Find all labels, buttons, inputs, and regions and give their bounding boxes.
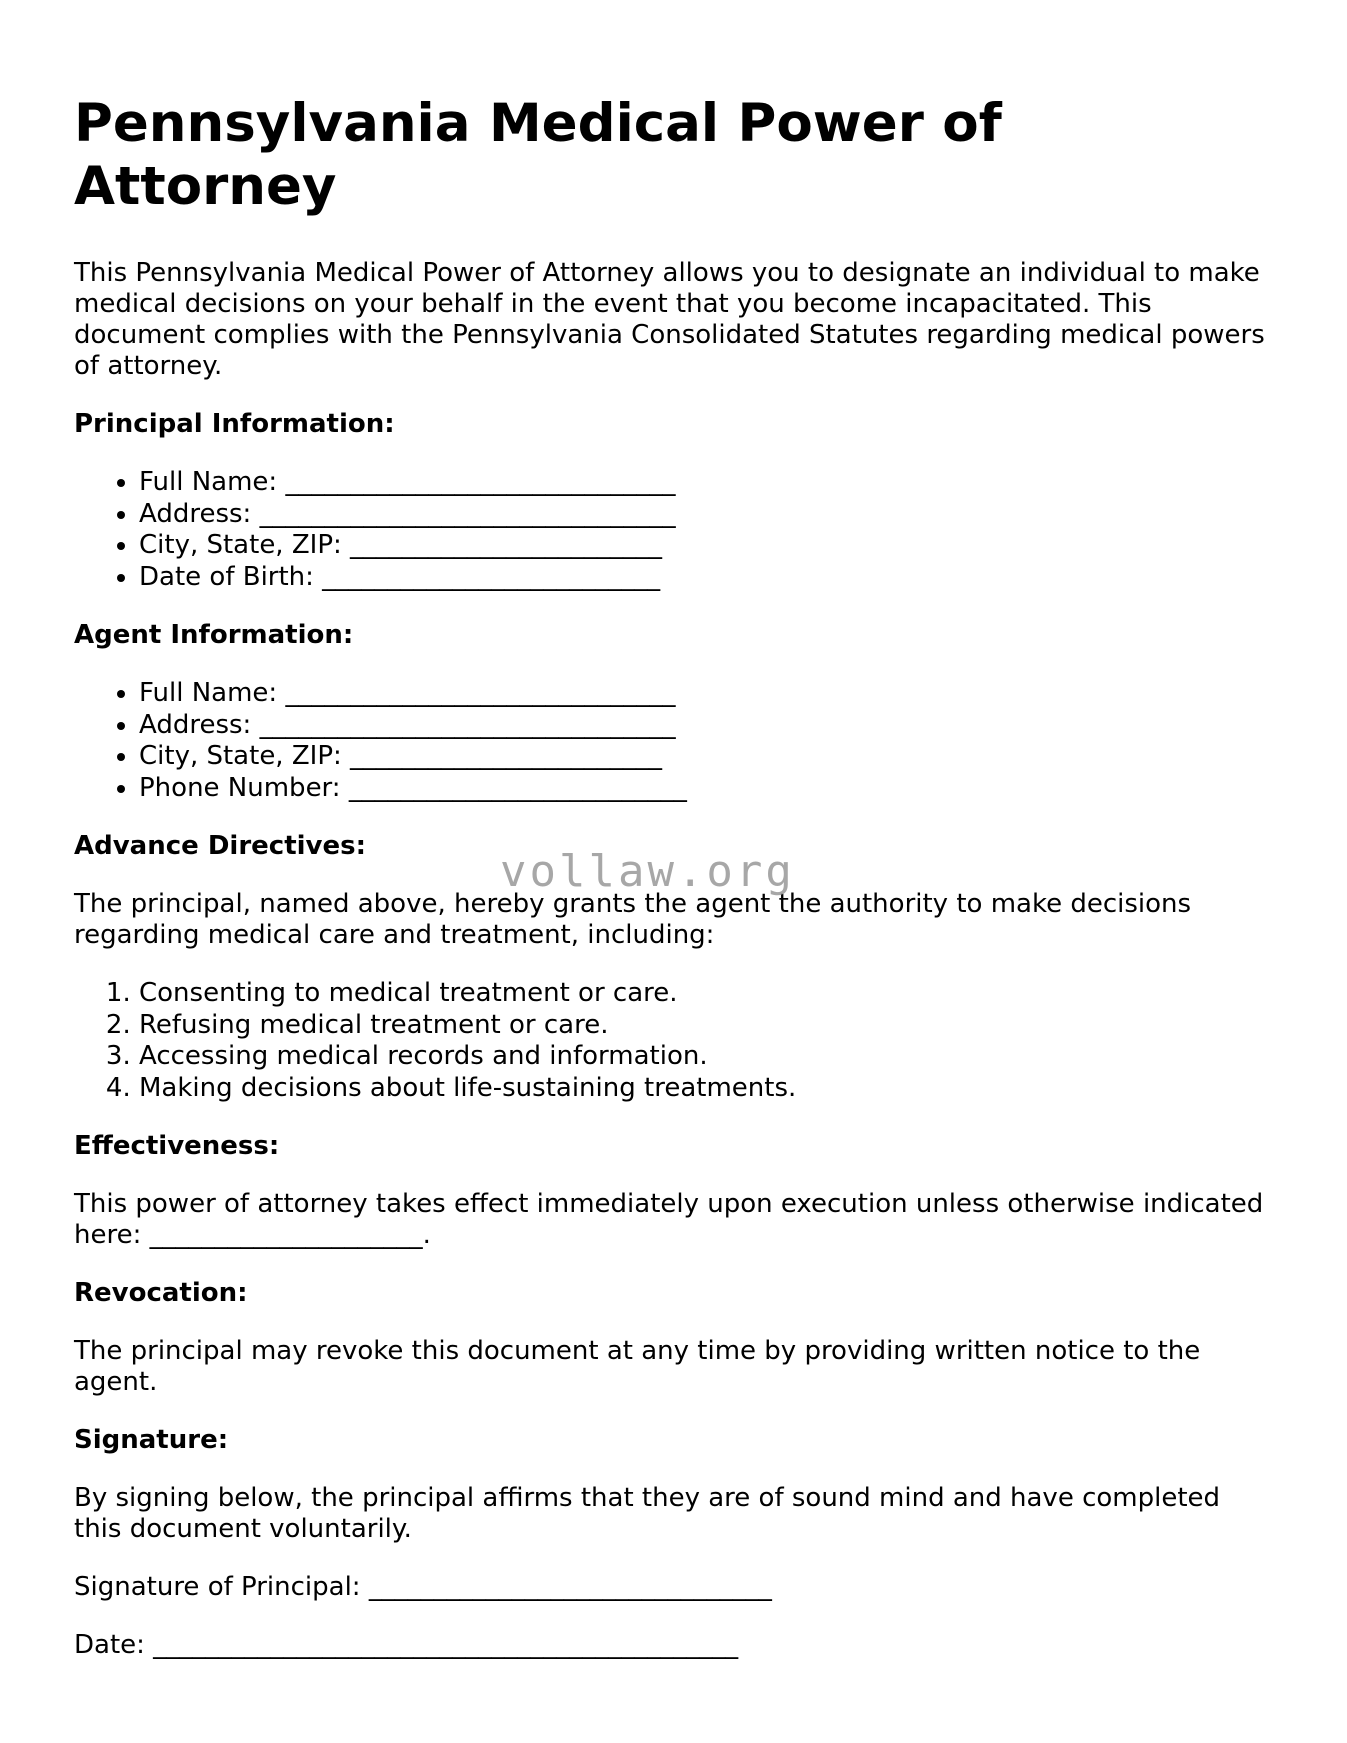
principal-full-name-field: • Full Name: ______________________________	[139, 467, 1274, 499]
date-line: Date: _____________________________________________	[74, 1630, 739, 1660]
agent-full-name-field: • Full Name: ______________________________	[139, 678, 1274, 710]
page-title: Pennsylvania Medical Power of Attorney	[74, 93, 1002, 217]
principal-fields-list	[74, 467, 1274, 593]
effectiveness-heading: Effectiveness:	[74, 1131, 280, 1161]
principal-date-of-birth-field: • Date of Birth: __________________________	[139, 562, 1274, 594]
intro-paragraph: This Pennsylvania Medical Power of Attorney allows you to designate an individual to make medical decisions on your behalf in the event that you become incapacitated. This document complies with the Pennsylvania Consolidated Statutes regarding medical powers of attorney.	[74, 258, 1265, 381]
directive-item: 1. Consenting to medical treatment or care.	[139, 978, 1274, 1010]
directive-item: 4. Making decisions about life-sustaining treatments.	[139, 1073, 1274, 1105]
signature-line: Signature of Principal: _______________________________	[74, 1572, 772, 1602]
directive-item: 3. Accessing medical records and information.	[139, 1041, 1274, 1073]
effectiveness-paragraph: This power of attorney takes effect immediately upon execution unless otherwise indicated here: _____________________.	[74, 1189, 1264, 1250]
principal-city-state-zip-field: • City, State, ZIP: ________________________	[139, 530, 1274, 562]
signature-heading: Signature:	[74, 1425, 229, 1455]
agent-phone-number-field: • Phone Number: __________________________	[139, 773, 1274, 805]
revocation-heading: Revocation:	[74, 1278, 248, 1308]
agent-fields-list	[74, 678, 1274, 804]
agent-heading: Agent Information:	[74, 620, 354, 650]
signature-paragraph: By signing below, the principal affirms that they are of sound mind and have completed this document voluntarily.	[74, 1483, 1221, 1544]
revocation-paragraph: The principal may revoke this document at any time by providing written notice to the agent.	[74, 1336, 1201, 1397]
agent-city-state-zip-field: • City, State, ZIP: ________________________	[139, 741, 1274, 773]
watermark-text: vollaw.org	[500, 846, 795, 897]
directives-paragraph: The principal, named above, hereby grants the agent the authority to make decisions regarding medical care and treatment, including:	[74, 889, 1192, 950]
principal-address-field: • Address: ________________________________	[139, 499, 1274, 531]
agent-address-field: • Address: ________________________________	[139, 710, 1274, 742]
directives-heading: Advance Directives:	[74, 831, 366, 861]
directives-list	[74, 978, 1274, 1104]
principal-heading: Principal Information:	[74, 409, 395, 439]
directive-item: 2. Refusing medical treatment or care.	[139, 1010, 1274, 1042]
